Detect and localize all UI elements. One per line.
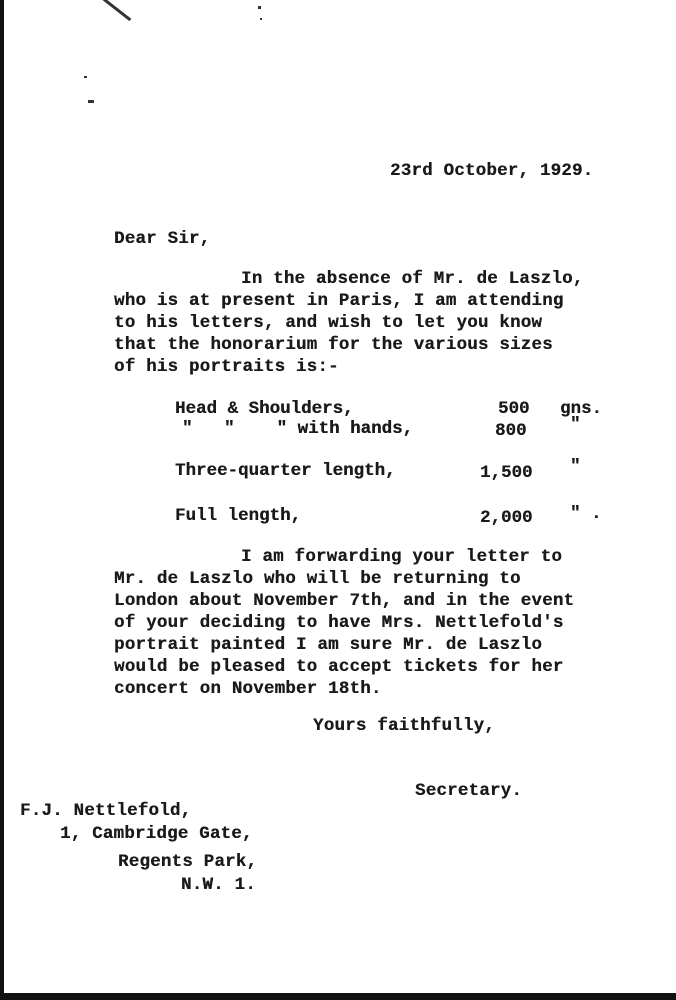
address-line: N.W. 1. bbox=[181, 875, 256, 895]
fee-label: " " " with hands, bbox=[182, 419, 414, 439]
fee-unit: " . bbox=[570, 504, 602, 524]
fee-label: Three-quarter length, bbox=[175, 461, 396, 481]
paragraph1-line: to his letters, and wish to let you know bbox=[114, 313, 543, 333]
paragraph2-line: London about November 7th, and in the event bbox=[114, 591, 575, 611]
scan-mark bbox=[258, 6, 261, 9]
fee-amount: 500 bbox=[498, 399, 530, 419]
fee-amount: 800 bbox=[495, 421, 527, 441]
scan-mark bbox=[103, 0, 132, 21]
fee-label: Head & Shoulders, bbox=[175, 399, 354, 419]
fee-amount: 1,500 bbox=[480, 463, 533, 483]
paragraph2-line: of your deciding to have Mrs. Nettlefold's bbox=[114, 613, 564, 633]
paragraph2-line: portrait painted I am sure Mr. de Laszlo bbox=[114, 635, 543, 655]
scan-mark bbox=[88, 100, 94, 103]
address-line: Regents Park, bbox=[118, 852, 258, 872]
salutation: Dear Sir, bbox=[114, 229, 211, 249]
fee-unit: " bbox=[570, 457, 581, 477]
fee-label: Full length, bbox=[175, 506, 302, 526]
scan-mark bbox=[260, 18, 262, 20]
paragraph1-line: of his portraits is:- bbox=[114, 357, 339, 377]
fee-amount: 2,000 bbox=[480, 508, 533, 528]
paragraph1-line: that the honorarium for the various sizes bbox=[114, 335, 553, 355]
fee-unit: gns. bbox=[560, 399, 603, 419]
paragraph2-line: concert on November 18th. bbox=[114, 679, 382, 699]
letter-date: 23rd October, 1929. bbox=[390, 161, 594, 181]
closing: Yours faithfully, bbox=[313, 716, 495, 736]
paragraph1-line: In the absence of Mr. de Laszlo, bbox=[241, 269, 584, 289]
fee-unit: " bbox=[570, 415, 581, 435]
scan-mark bbox=[84, 76, 87, 78]
address-line: F.J. Nettlefold, bbox=[20, 801, 192, 821]
paragraph1-line: who is at present in Paris, I am attending bbox=[114, 291, 564, 311]
paragraph2-line: I am forwarding your letter to bbox=[241, 547, 563, 567]
paragraph2-line: Mr. de Laszlo who will be returning to bbox=[114, 569, 521, 589]
scan-border-left bbox=[0, 0, 4, 1000]
scan-border-bottom bbox=[0, 993, 676, 1000]
paragraph2-line: would be pleased to accept tickets for her bbox=[114, 657, 564, 677]
address-line: 1, Cambridge Gate, bbox=[60, 824, 253, 844]
signature-title: Secretary. bbox=[415, 781, 523, 801]
